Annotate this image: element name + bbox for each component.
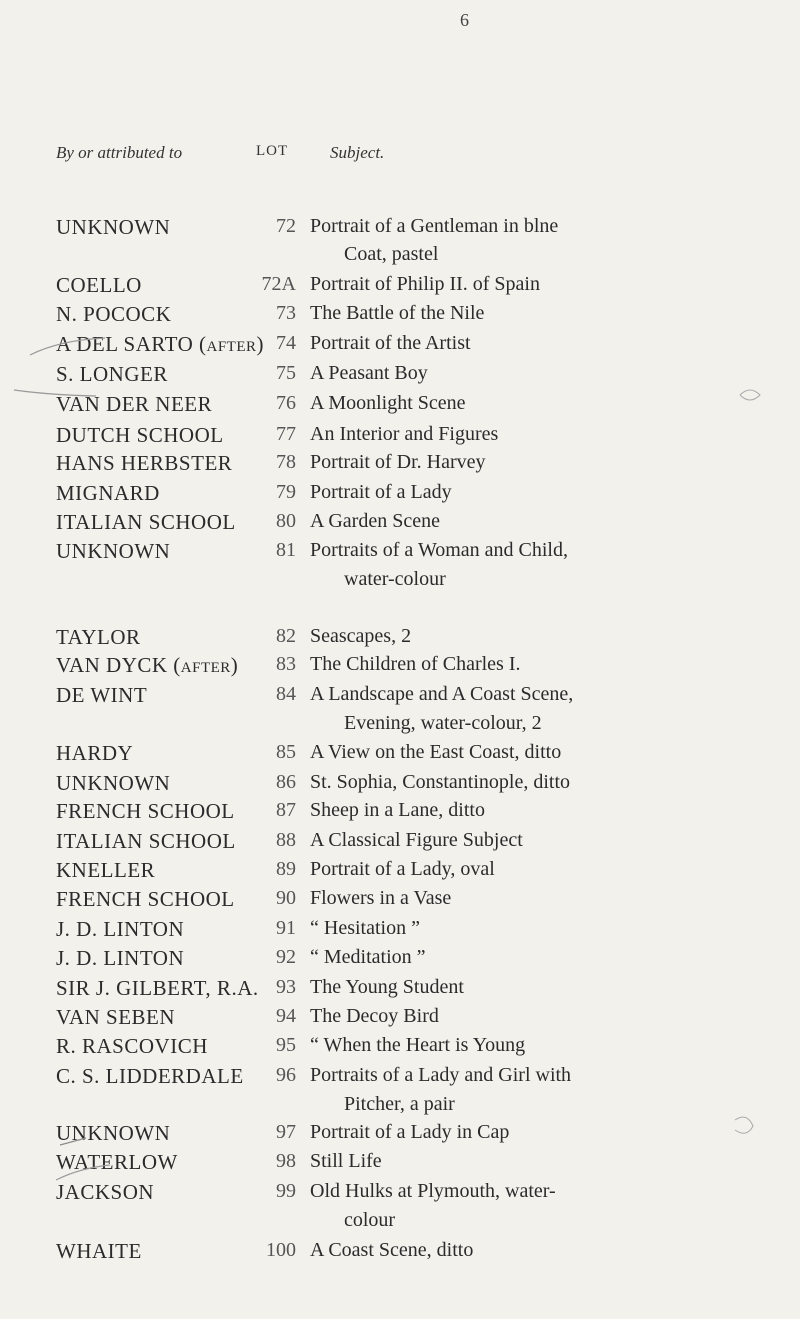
lot-number: 80: [276, 510, 296, 532]
artist-name: UNKNOWN: [56, 215, 171, 239]
lot-subject: A Classical Figure Subject: [310, 829, 523, 851]
lot-row: [0, 799, 800, 825]
lot-number: 93: [276, 976, 296, 998]
lot-row: [0, 423, 800, 449]
artist-name: FRENCH SCHOOL: [56, 799, 235, 823]
lot-number: 85: [276, 741, 296, 763]
lot-row: [0, 1121, 800, 1147]
lot-subject: Sheep in a Lane, ditto: [310, 799, 485, 821]
lot-number: 97: [276, 1121, 296, 1143]
lot-number: 98: [276, 1150, 296, 1172]
lot-subject: “ When the Heart is Young: [310, 1034, 526, 1056]
lot-number: 77: [276, 423, 296, 445]
lot-row: [0, 332, 800, 358]
artist-name: KNELLER: [56, 858, 156, 882]
lot-number: 95: [276, 1034, 296, 1056]
lot-number: 99: [276, 1180, 296, 1202]
artist-name: FRENCH SCHOOL: [56, 887, 235, 911]
lot-row: [0, 1150, 800, 1176]
artist-name: TAYLOR: [56, 625, 141, 649]
lot-subject-continued: Pitcher, a pair: [344, 1093, 455, 1115]
lot-number: 84: [276, 683, 296, 705]
lot-row: [0, 539, 800, 565]
lot-row: [0, 946, 800, 972]
artist-name: R. RASCOVICH: [56, 1034, 208, 1058]
lot-row: [0, 362, 800, 388]
lot-number: 100: [266, 1239, 296, 1261]
lot-subject: Portrait of the Artist: [310, 332, 471, 354]
artist-name: VAN DER NEER: [56, 392, 213, 416]
artist-name: ITALIAN SCHOOL: [56, 829, 236, 853]
artist-name: VAN DYCK (after): [56, 653, 239, 677]
lot-number: 75: [276, 362, 296, 384]
lot-number: 72A: [261, 273, 296, 295]
artist-name: COELLO: [56, 273, 142, 297]
lot-subject: A Peasant Boy: [310, 362, 428, 384]
artist-name: JACKSON: [56, 1180, 155, 1204]
lot-row: [0, 451, 800, 477]
lot-row: [0, 683, 800, 709]
lot-subject: Portrait of a Lady, oval: [310, 858, 495, 880]
artist-name: UNKNOWN: [56, 1121, 171, 1145]
lot-number: 79: [276, 481, 296, 503]
artist-name: WHAITE: [56, 1239, 142, 1263]
lot-row: [0, 625, 800, 651]
artist-name: VAN SEBEN: [56, 1005, 176, 1029]
lot-row: [0, 887, 800, 913]
lot-subject: “ Meditation ”: [310, 946, 426, 968]
lot-subject-continued: water-colour: [344, 568, 446, 590]
artist-name: UNKNOWN: [56, 539, 171, 563]
lot-row: [0, 653, 800, 679]
lot-subject-continued: Coat, pastel: [344, 243, 439, 265]
artist-name: J. D. LINTON: [56, 946, 185, 970]
lot-row: [0, 1180, 800, 1206]
lot-subject: The Decoy Bird: [310, 1005, 439, 1027]
artist-name: N. POCOCK: [56, 302, 172, 326]
lot-row: [0, 829, 800, 855]
artist-name: ITALIAN SCHOOL: [56, 510, 236, 534]
artist-name: A DEL SARTO (after): [56, 332, 264, 356]
lot-row: [0, 273, 800, 299]
lot-row: [0, 1034, 800, 1060]
lot-number: 92: [276, 946, 296, 968]
artist-name: MIGNARD: [56, 481, 160, 505]
lot-number: 88: [276, 829, 296, 851]
artist-name: UNKNOWN: [56, 771, 171, 795]
lot-subject: An Interior and Figures: [310, 423, 499, 445]
lot-subject-continued: Evening, water-colour, 2: [344, 712, 542, 734]
lot-subject: Portrait of a Lady in Cap: [310, 1121, 510, 1143]
lot-subject: Portraits of a Lady and Girl with: [310, 1064, 572, 1086]
lot-number: 76: [276, 392, 296, 414]
lot-subject: Flowers in a Vase: [310, 887, 452, 909]
lot-row: [0, 741, 800, 767]
lot-subject: A Garden Scene: [310, 510, 440, 532]
artist-name: DE WINT: [56, 683, 148, 707]
lot-row: [0, 481, 800, 507]
lot-number: 72: [276, 215, 296, 237]
lot-subject: A Moonlight Scene: [310, 392, 466, 414]
artist-name: HANS HERBSTER: [56, 451, 233, 475]
artist-name: C. S. LIDDERDALE: [56, 1064, 244, 1088]
lot-column-header: LOT: [256, 143, 289, 159]
lot-subject: A Coast Scene, ditto: [310, 1239, 474, 1261]
artist-name: SIR J. GILBERT, R.A.: [56, 976, 259, 1000]
subject-column-header: Subject.: [330, 143, 385, 162]
lot-row: [0, 771, 800, 797]
lot-number: 90: [276, 887, 296, 909]
artist-name: HARDY: [56, 741, 134, 765]
lot-subject: Portrait of a Gentleman in blne: [310, 215, 559, 237]
lot-row: [0, 215, 800, 241]
lot-number: 87: [276, 799, 296, 821]
artist-name: DUTCH SCHOOL: [56, 423, 224, 447]
lot-row: [0, 510, 800, 536]
lot-number: 73: [276, 302, 296, 324]
lot-subject: Still Life: [310, 1150, 382, 1172]
lot-row: [0, 858, 800, 884]
artist-name: J. D. LINTON: [56, 917, 185, 941]
lot-number: 96: [276, 1064, 296, 1086]
lot-subject: “ Hesitation ”: [310, 917, 420, 939]
lot-row: [0, 1005, 800, 1031]
lot-subject: Portrait of Dr. Harvey: [310, 451, 486, 473]
lot-subject: A View on the East Coast, ditto: [310, 741, 562, 763]
lot-number: 94: [276, 1005, 296, 1027]
lot-row: [0, 917, 800, 943]
lot-row: [0, 1064, 800, 1090]
artist-name: WATERLOW: [56, 1150, 178, 1174]
lot-subject: St. Sophia, Constantinople, ditto: [310, 771, 571, 793]
lot-subject: A Landscape and A Coast Scene,: [310, 683, 574, 705]
artist-name: S. LONGER: [56, 362, 168, 386]
lot-number: 74: [276, 332, 296, 354]
lot-subject: The Battle of the Nile: [310, 302, 485, 324]
lot-subject: The Young Student: [310, 976, 464, 998]
lot-subject: Old Hulks at Plymouth, water-: [310, 1180, 556, 1202]
lot-row: [0, 392, 800, 418]
lot-subject: Portrait of Philip II. of Spain: [310, 273, 540, 295]
lot-number: 78: [276, 451, 296, 473]
lot-number: 83: [276, 653, 296, 675]
lot-subject: Portraits of a Woman and Child,: [310, 539, 568, 561]
lot-row: [0, 1239, 800, 1265]
lot-subject: Seascapes, 2: [310, 625, 412, 647]
lot-row: [0, 302, 800, 328]
lot-subject: Portrait of a Lady: [310, 481, 452, 503]
lot-number: 91: [276, 917, 296, 939]
lot-number: 81: [276, 539, 296, 561]
lot-subject: The Children of Charles I.: [310, 653, 521, 675]
lot-number: 86: [276, 771, 296, 793]
lot-subject-continued: colour: [344, 1209, 396, 1231]
lot-row: [0, 976, 800, 1002]
page-number: 6: [460, 10, 469, 30]
lot-number: 89: [276, 858, 296, 880]
lot-number: 82: [276, 625, 296, 647]
artist-column-header: By or attributed to: [56, 143, 183, 162]
